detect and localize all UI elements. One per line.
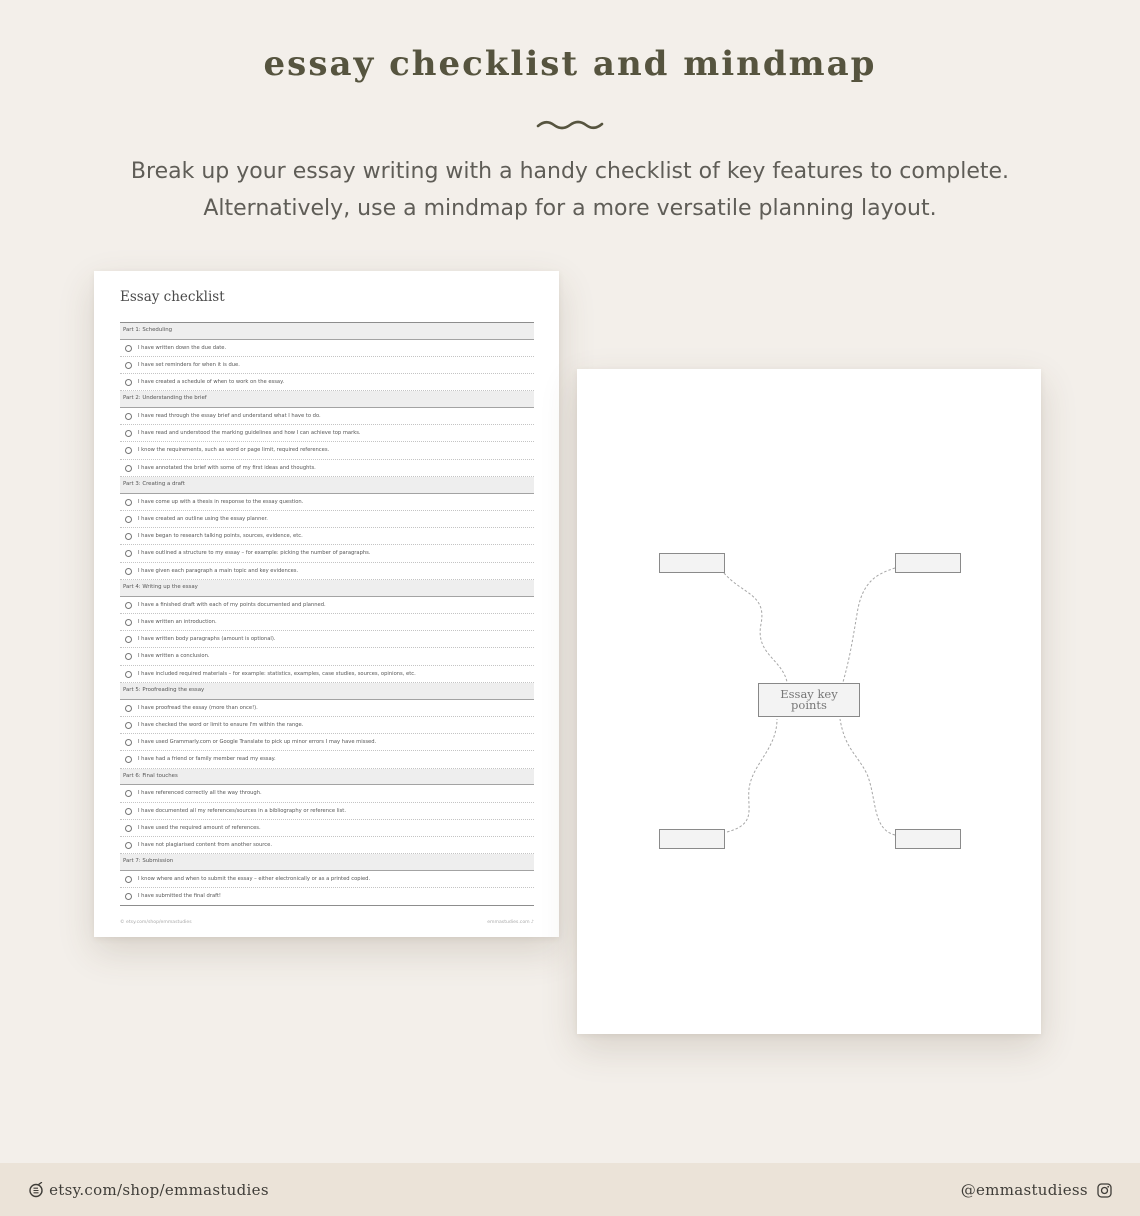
checklist-item-label: I know the requirements, such as word or page limit, required references. (138, 447, 330, 454)
mindmap-center-node: Essay key points (758, 683, 860, 717)
connector-top-right (843, 568, 895, 682)
checklist-item (120, 734, 534, 751)
checklist-table (120, 322, 534, 906)
checkbox-circle-icon[interactable] (125, 533, 132, 540)
checklist-item-label: I have read and understood the marking guidelines and how I can achieve top marks. (138, 430, 361, 437)
shop-url: etsy.com/shop/emmastudies (49, 1181, 269, 1199)
checkbox-circle-icon[interactable] (125, 893, 132, 900)
mindmap-box-bottom-right[interactable] (895, 829, 961, 849)
checklist-item-label: I have checked the word or limit to ensure I'm within the range. (138, 721, 304, 728)
checklist-item (120, 528, 534, 545)
checklist-item (120, 357, 534, 374)
page-subtitle (0, 153, 1140, 227)
checkbox-circle-icon[interactable] (125, 825, 132, 832)
checklist-item-label: I have written body paragraphs (amount is optional). (138, 636, 276, 643)
checklist-item-label: I have submitted the final draft! (138, 893, 221, 900)
checklist-item (120, 666, 534, 683)
checklist-item (120, 648, 534, 665)
checklist-item-label: I have proofread the essay (more than once!). (138, 704, 258, 711)
connector-bottom-left (727, 719, 777, 832)
checkbox-circle-icon[interactable] (125, 842, 132, 849)
checklist-page (94, 271, 559, 937)
checklist-item-label: I know where and when to submit the essay – either electronically or as a printed copied. (138, 875, 371, 882)
checkbox-circle-icon[interactable] (125, 413, 132, 420)
checklist-item-label: I have used the required amount of references. (138, 824, 261, 831)
checklist-item-label: I have included required materials – for example: statistics, examples, case studies, sources, opinions, etc. (138, 670, 416, 677)
checkbox-circle-icon[interactable] (125, 362, 132, 369)
checklist-item-label: I have created a schedule of when to work on the essay. (138, 379, 285, 386)
checklist-item-label: I have referenced correctly all the way through. (138, 790, 262, 797)
checklist-item-label: I have annotated the brief with some of my first ideas and thoughts. (138, 464, 316, 471)
checklist-section-header: Part 7: Submission (120, 854, 534, 871)
checklist-item (120, 545, 534, 562)
checklist-item (120, 614, 534, 631)
mindmap-box-top-right[interactable] (895, 553, 961, 573)
checkbox-circle-icon[interactable] (125, 516, 132, 523)
checkbox-circle-icon[interactable] (125, 739, 132, 746)
checklist-item (120, 460, 534, 477)
checklist-item-label: I have a finished draft with each of my points documented and planned. (138, 601, 326, 608)
checklist-item (120, 700, 534, 717)
checkbox-circle-icon[interactable] (125, 447, 132, 454)
connector-bottom-right (840, 719, 895, 835)
checklist-item (120, 717, 534, 734)
checklist-item-label: I have documented all my references/sources in a bibliography or reference list. (138, 807, 346, 814)
checkbox-circle-icon[interactable] (125, 653, 132, 660)
social-handle[interactable] (961, 1180, 1112, 1199)
checklist-item (120, 871, 534, 888)
checkbox-circle-icon[interactable] (125, 602, 132, 609)
checklist-section-header: Part 4: Writing up the essay (120, 580, 534, 597)
checklist-item-label: I have had a friend or family member read my essay. (138, 756, 276, 763)
checklist-heading: Essay checklist (120, 289, 225, 305)
subtitle-line-1: Break up your essay writing with a handy checklist of key features to complete. (130, 159, 1010, 184)
checklist-section-header: Part 2: Understanding the brief (120, 391, 534, 408)
checklist-item-label: I have not plagiarised content from another source. (138, 842, 272, 849)
page-title: essay checklist and mindmap (263, 44, 877, 84)
checklist-item-label: I have come up with a thesis in response to the essay question. (138, 498, 304, 505)
mindmap-page (577, 369, 1041, 1034)
checklist-item-label: I have given each paragraph a main topic and key evidences. (138, 567, 299, 574)
checkbox-circle-icon[interactable] (125, 705, 132, 712)
checklist-section-header: Part 3: Creating a draft (120, 477, 534, 494)
wave-divider-icon (536, 118, 604, 132)
checklist-item (120, 494, 534, 511)
checkbox-circle-icon[interactable] (125, 568, 132, 575)
checklist-item (120, 597, 534, 614)
checklist-item (120, 820, 534, 837)
checkbox-circle-icon[interactable] (125, 430, 132, 437)
shop-link[interactable] (28, 1180, 269, 1199)
checkbox-circle-icon[interactable] (125, 550, 132, 557)
checklist-item (120, 425, 534, 442)
connector-top-left (724, 573, 787, 682)
footer-bar (0, 1163, 1140, 1216)
checklist-item-label: I have read through the essay brief and understand what I have to do. (138, 412, 321, 419)
checklist-item (120, 837, 534, 854)
checkbox-circle-icon[interactable] (125, 636, 132, 643)
checkbox-circle-icon[interactable] (125, 756, 132, 763)
checkbox-circle-icon[interactable] (125, 790, 132, 797)
checkbox-circle-icon[interactable] (125, 671, 132, 678)
checklist-item (120, 408, 534, 425)
checklist-section-header: Part 1: Scheduling (120, 323, 534, 340)
checkbox-circle-icon[interactable] (125, 345, 132, 352)
checklist-item (120, 751, 534, 768)
checkbox-circle-icon[interactable] (125, 808, 132, 815)
checklist-footer-left: © etsy.com/shop/emmastudies (120, 920, 192, 925)
subtitle-line-2: Alternatively, use a mindmap for a more versatile planning layout. (203, 196, 937, 221)
checklist-item (120, 803, 534, 820)
handle-text: @emmastudiess (960, 1181, 1088, 1199)
checkbox-circle-icon[interactable] (125, 619, 132, 626)
mindmap-box-bottom-left[interactable] (659, 829, 725, 849)
checklist-item-label: I have written down the due date. (138, 344, 227, 351)
checklist-item-label: I have outlined a structure to my essay – for example: picking the number of paragraphs. (138, 550, 371, 557)
checklist-item-label: I have written an introduction. (138, 618, 217, 625)
mindmap-box-top-left[interactable] (659, 553, 725, 573)
checklist-item (120, 511, 534, 528)
checklist-section-header: Part 5: Proofreading the essay (120, 683, 534, 700)
checklist-item (120, 785, 534, 802)
checkbox-circle-icon[interactable] (125, 876, 132, 883)
checkbox-circle-icon[interactable] (125, 722, 132, 729)
checklist-item-label: I have created an outline using the essay planner. (138, 515, 268, 522)
checkbox-circle-icon[interactable] (125, 499, 132, 506)
checklist-item (120, 374, 534, 391)
etsy-icon (28, 1182, 44, 1198)
checklist-item-label: I have set reminders for when it is due. (138, 361, 240, 368)
checkbox-circle-icon[interactable] (125, 379, 132, 386)
checklist-item-label: I have written a conclusion. (138, 653, 210, 660)
checklist-section-header: Part 6: Final touches (120, 769, 534, 786)
checklist-footer-right: emmastudies.com ♪ (487, 920, 534, 925)
checklist-item-label: I have used Grammarly.com or Google Translate to pick up minor errors I may have missed. (138, 739, 377, 746)
checklist-item-label: I have began to research talking points, sources, evidence, etc. (138, 533, 303, 540)
checklist-item (120, 442, 534, 459)
instagram-icon (1097, 1183, 1112, 1198)
checklist-item (120, 631, 534, 648)
checklist-item (120, 888, 534, 904)
checkbox-circle-icon[interactable] (125, 465, 132, 472)
checklist-item (120, 340, 534, 357)
checklist-item (120, 563, 534, 580)
